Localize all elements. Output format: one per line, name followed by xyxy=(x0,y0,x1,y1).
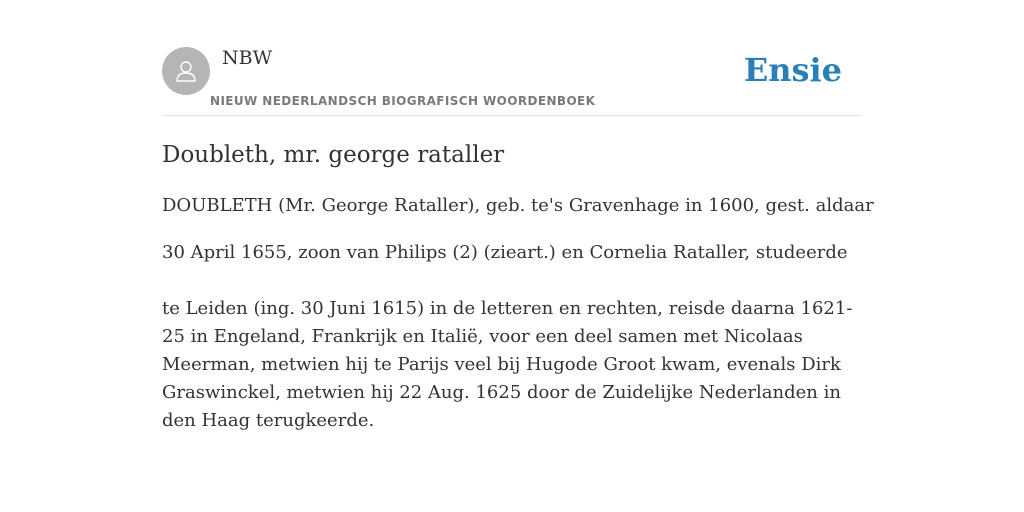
source-avatar[interactable] xyxy=(162,47,210,95)
header-divider xyxy=(162,115,862,116)
user-icon xyxy=(171,56,201,86)
article-title: Doubleth, mr. george rataller xyxy=(162,142,505,168)
source-name[interactable]: NBW xyxy=(222,47,273,69)
article-paragraph: te Leiden (ing. 30 Juni 1615) in de letteren en rechten, reisde daarna 1621-25 in Engeland, Frankrijk en Italië, voor een deel samen met Nicolaas Meerman, metwien hij te Parijs veel bij Hugode Groot kwam, evenals Dirk Graswinckel, metwien hij 22 Aug. 1625 door de Zuidelijke Nederlanden in den Haag terugkeerde. xyxy=(162,298,853,431)
article-line: DOUBLETH (Mr. George Rataller), geb. te's Gravenhage in 1600, gest. aldaar xyxy=(162,195,874,216)
article-line: 30 April 1655, zoon van Philips (2) (zieart.) en Cornelia Rataller, studeerde xyxy=(162,242,848,263)
source-fullname: NIEUW NEDERLANDSCH BIOGRAFISCH WOORDENBOEK xyxy=(210,94,596,108)
ensie-logo[interactable]: Ensie xyxy=(743,51,842,89)
